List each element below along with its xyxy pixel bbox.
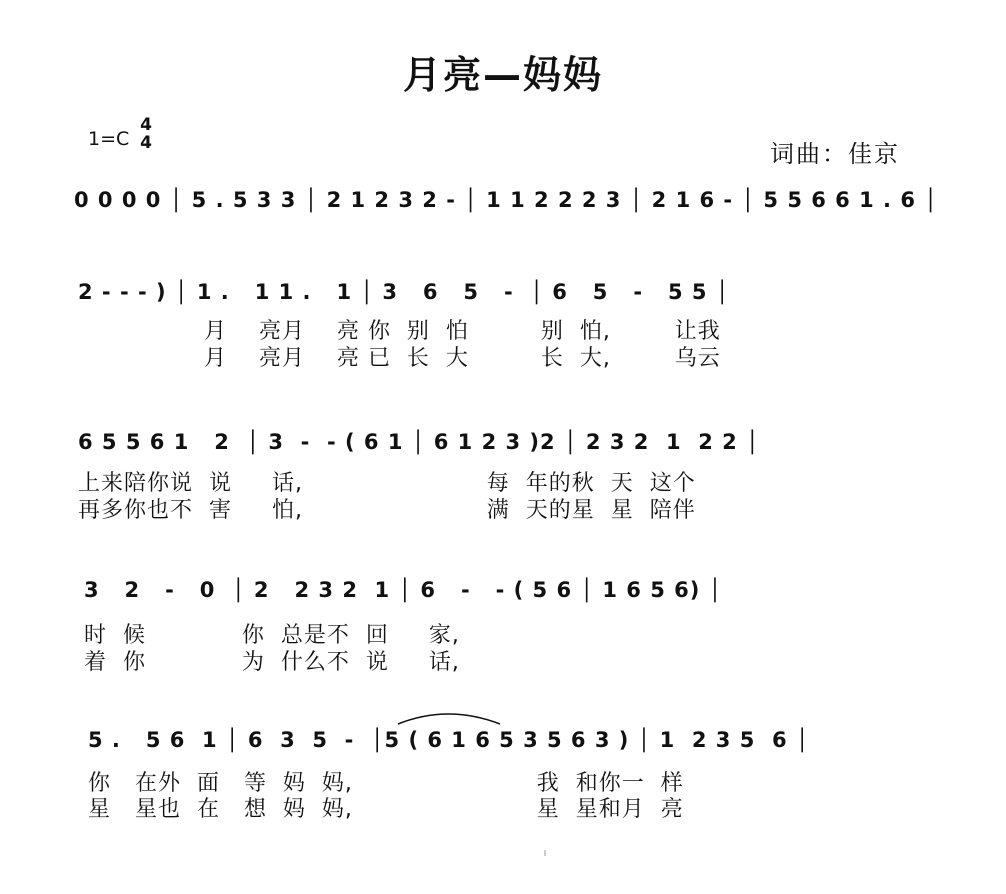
credit-line: 词曲：佳京 bbox=[770, 140, 900, 168]
notation-row-5: 5 . 5 6 1 │ 6 3 5 - │5 ( 6 1 6 5 3 5 6 3 ) │ 1 2 3 5 6 │ bbox=[88, 728, 810, 752]
lyric-row-2-verse-1: 月 亮月 亮 你 别 怕 别 怕, 让我 bbox=[204, 319, 721, 344]
lyric-row-2-verse-2: 月 亮月 亮 已 长 大 长 大, 乌云 bbox=[204, 346, 721, 371]
key-signature: 1=C bbox=[88, 128, 130, 150]
time-signature-bottom: 4 bbox=[140, 133, 152, 153]
lyric-row-4-verse-1: 时 候 你 总是不 回 家, bbox=[84, 623, 460, 648]
tie-arc bbox=[398, 714, 500, 724]
notation-row-3: 6 5 5 6 1 2 │ 3 - - ( 6 1 │ 6 1 2 3 )2 │ 2 3 2 1 2 2 │ bbox=[78, 430, 760, 454]
notation-row-1: 0 0 0 0 │ 5 . 5 3 3 │ 2 1 2 3 2 - │ 1 1 2 2 2 3 │ 2 1 6 - │ 5 5 6 6 1 . 6 │ bbox=[74, 188, 938, 212]
time-signature-top: 4 bbox=[140, 115, 152, 135]
lyric-row-3-verse-1: 上来陪你说 说 话, 每 年的秋 天 这个 bbox=[78, 471, 696, 496]
lyric-row-4-verse-2: 着 你 为 什么不 说 话, bbox=[84, 650, 460, 675]
lyric-row-5-verse-1: 你 在外 面 等 妈 妈, 我 和你一 样 bbox=[88, 771, 684, 796]
notation-row-4: 3 2 - 0 │ 2 2 3 2 1 │ 6 - - ( 5 6 │ 1 6 5 6) │ bbox=[84, 578, 723, 602]
song-title: 月亮—妈妈 bbox=[402, 53, 603, 97]
lyric-row-5-verse-2: 星 星也 在 想 妈 妈, 星 星和月 亮 bbox=[88, 797, 684, 822]
notation-row-2: 2 - - - ) │ 1 . 1 1 . 1 │ 3 6 5 - │ 6 5 - 5 5 │ bbox=[78, 280, 730, 304]
lyric-row-3-verse-2: 再多你也不 害 怕, 满 天的星 星 陪伴 bbox=[78, 498, 696, 523]
